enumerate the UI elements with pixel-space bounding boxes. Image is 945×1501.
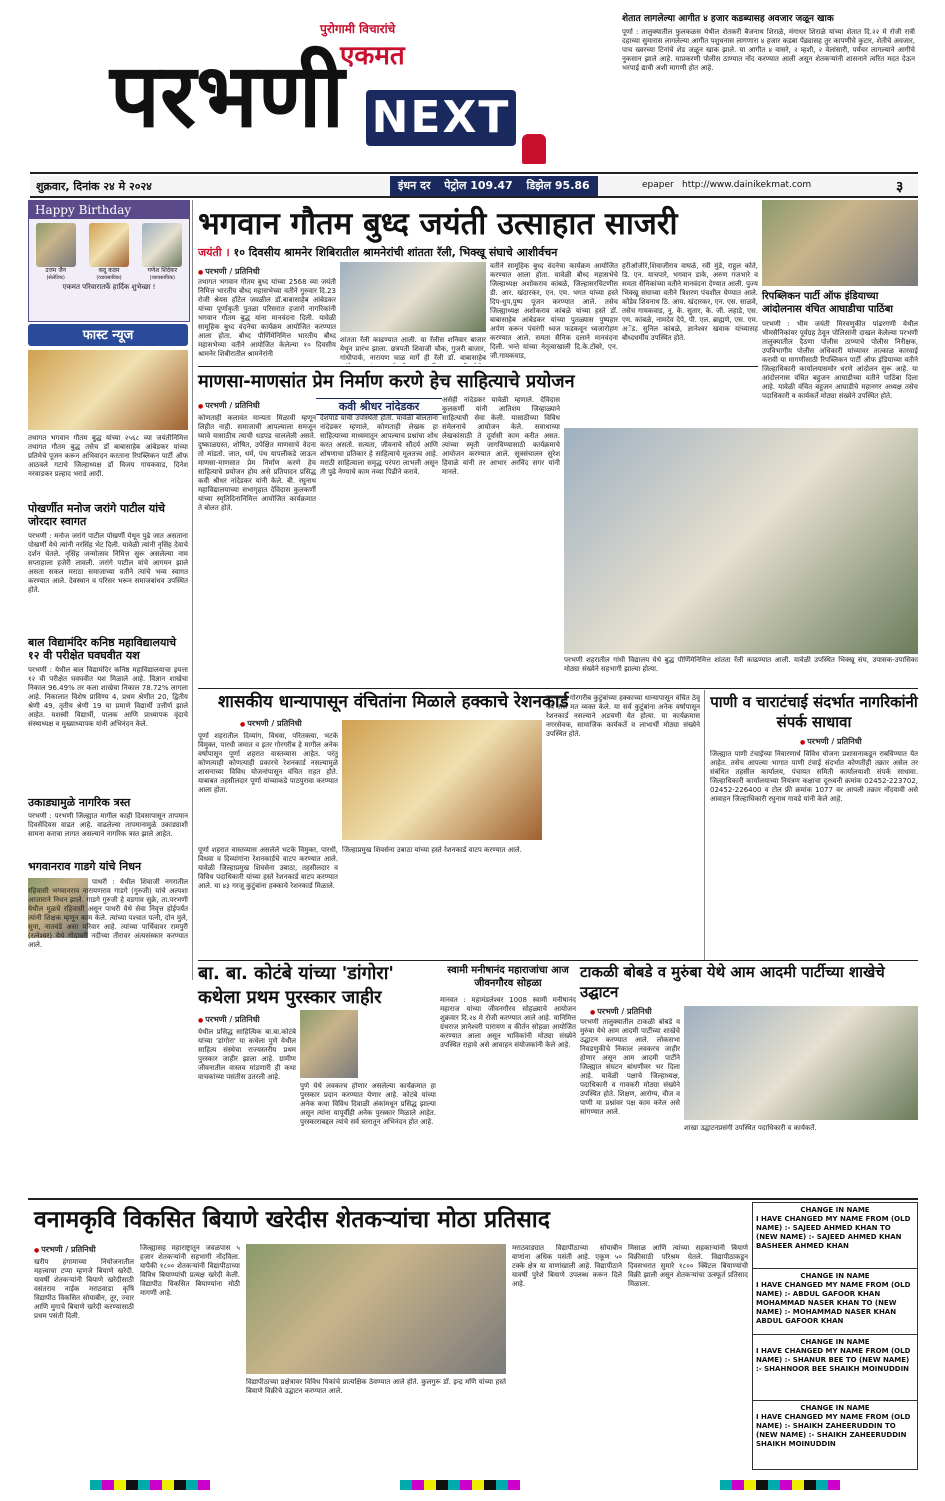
literature-quote: कवी श्रीधर नांदेडकर [316, 398, 442, 415]
literature-col-3: असेही नांदेडकर यावेळी म्हणाले. देविदास कुलकर्णी यांनी आतिशय जिव्हाळ्याने साहित्याची सेवा केली. यासाठीच्या विविध संमेलनाचे आयोजन केले. सवाधाच्या लेखकांसाठी ते दूर्वासी काम करीत असत. त्यांच्या स्मृती जागविण्यासाठी कार्यक्रमाचे आयोजन करण्यात आले. सूत्रसंचालन सुरेश हिवाळे यांनी तर आभार अरविंद सगर यांनी मानले. [442, 396, 560, 476]
masthead-tagline: पुरोगामी विचारांचे [320, 22, 396, 36]
notice-body: I HAVE CHANGED MY NAME FROM (OLD NAME) :- SAJEED AHMED KHAN TO (NEW NAME) :- SAJEED AHMED KHAN BASHEER AHMED KHAN [756, 1215, 911, 1250]
fast-news-header [28, 324, 188, 346]
notice-title: CHANGE IN NAME [800, 1404, 870, 1412]
lead-col-4: हरीओजीरे,शिवाजीराव वाघळे, रवी मुंडे, राहुल कोते, डि. एन. याचपारे, भगवान डाके, अरुण गजभारे व समता सैनिकांच्या वतीने मानवंदना देण्यात आली. पुज्य भिक्खू संघाच्या वतीने त्रिशरण पंचशील घेण्यात आले. कोंडेव शिवनाथ ठि. आय. खंदारकर, एन. एस. साळवे, तसेच गायकवाड, नू. के. सुतार, के. जी. लहाडे, एस. एम. कांबळे, नामदेव देपे, पी. एल. ब्राह्मणे, एस. एम. अॅड. सुनिल कांबळे, ज्ञानेश्वर खवाक यांच्यासह बौध्दधर्मीय उपस्थित होते. [622, 262, 758, 342]
diesel-rate: 95.86 [554, 179, 590, 192]
birthday-person [85, 223, 133, 281]
literature-byline: ● परभणी / प्रतिनिधी [198, 400, 260, 411]
registration-bar [0, 1478, 945, 1494]
lead-byline: ● परभणी / प्रतिनिधी [198, 266, 260, 277]
seeds-col-2: जिल्ह्यासह महाराष्ट्रातून जवळपास ५ हजार शेतकऱ्यांनी सहभागी नोंदविला. यापैकी १८०० शेतकऱ्यांनी विद्यापीठाच्या विविध बियाण्यांची प्रत्यक्ष खरेदी केली. विद्यापीठ विकसित बियाण्यांना मोठी मागणी आहे. [140, 1244, 240, 1297]
seeds-photo [246, 1244, 506, 1374]
petrol-rate: 109.47 [470, 179, 513, 192]
top-right-story [622, 14, 915, 170]
name-change-notice [752, 1268, 918, 1338]
petrol-label: पेट्रोल [444, 179, 467, 192]
notice-body: I HAVE CHANGED MY NAME FROM (OLD NAME) :- SHANUR BEE TO (NEW NAME) :- SHAHNOOR BEE SHAIKH MOINUDDIN [756, 1347, 911, 1373]
avatar [36, 223, 76, 267]
seeds-col-5: मिसाळ आणि त्यांच्या सहकाऱ्यांनी बियाणे विक्रीसाठी परिश्रम घेतले. विद्यापीठाकडून दिवसभरात सुमारे १८०० क्विंटल बियाण्यांची विक्री झाली असून शेतकऱ्यांचा उत्स्फूर्त प्रतिसाद मिळाला. [628, 1244, 748, 1288]
person-role: (सेलेटिक) [46, 275, 65, 281]
ration-photo [342, 720, 542, 840]
person-role: (व्यावसायिक) [149, 275, 175, 281]
lead-subheadline: १० दिवसीय श्रामनेर शिबिरातील श्रामनेरांची शांतता रॅली, भिक्खू संघाचे आशीर्वचन [233, 246, 558, 259]
person-name: कदू कदम [98, 267, 120, 274]
fast-news-item-1: तथागत भगवान गौतम बुद्ध यांच्या २५६८ व्या जयंतीनिमित्त तथागत गौतम बुद्ध तसेच डॉ बाबासाहेब आंबेडकर यांच्या प्रतिमेचे पूजन करून अभिवादन करताना रिपब्लिकन पार्टी ऑफ आठवले गटाचे जिल्हाध्यक्ष डॉ विजय गायकवाड, दिनेश नरवाडकर प्रल्हाद भराडे आदी. [28, 434, 188, 478]
water-byline: ● परभणी / प्रतिनिधी [800, 736, 862, 747]
city-title: परभणी [110, 44, 345, 147]
birthday-wish: एकमत परिवारातर्फे हार्दिक शुभेच्छा ! [62, 283, 156, 291]
lead-sub [198, 246, 758, 260]
fast-news-item-4: परभणी : परभणी जिल्ह्यात मागील काही दिवसापासून तापमान दिवसेंदिवस वाढत आहे. वाढलेल्या तापमानामुळे उकाड्याशी सामना करावा लागत असल्याने नागरिक त्रस्त झाले आहेत. [28, 812, 188, 838]
notice-body: I HAVE CHANGED MY NAME FROM (OLD NAME) :- SHAIKH ZAHEERUDDIN TO (NEW NAME) :- SHAIKH ZAHEERUDDIN SHAIKH MOINUDDIN [756, 1413, 911, 1448]
aap-photo [684, 1006, 918, 1120]
lead-headline: भगवान गौतम बुध्द जयंती उत्साहात साजरी [198, 206, 678, 242]
seeds-byline: ● परभणी / प्रतिनिधी [34, 1244, 96, 1255]
ration-col-1: पूर्णा शहरातील दिव्यांग, विधवा, परितक्त्या, भटके विमुक्त, पारधी जमात व इतर गोरगरीब हे मागील अनेक वर्षापासून पूर्णा शहरात वास्तव्यास आहेत. परंतु कोणत्याही कोणत्याही प्रकारचे रेशनकार्ड नसल्यामुळे शासनाच्या विविध योजनांपासून वंचित राहत होते. याबाबत तहसीलदार पूर्णा यांच्याकडे पाठपुरावा करण्यात आला होता. [198, 732, 338, 794]
lead-kicker: जयंती । [198, 246, 230, 259]
fast-news-title: फास्ट न्यूज [82, 328, 134, 343]
literature-col-1: कोणताही कलावंत मान्यता मिळावी म्हणून लिहीत नाही. समाजाची आपल्याला समजून घ्यावे यासाठीच त्याची धडपड चाललेली असते. दुष्काळग्रस्त, शोषित, उपेक्षित माणसाचे वेदना तो मांडतो. जात, धर्म, पंथ यापलीकडे जाऊन माणसा-माणसात प्रेम निर्माण करणे हेच साहित्याचे प्रयोजन होय असे प्रतिपादन प्रसिद्ध कवी श्रीधर नांदेडकर यांनी केले. बी. रघुनाथ महाविद्यालयाच्या सभागृहात देविदास कुलकर्णी यांच्या स्मृतिदिनानिमित्त आयोजित कार्यक्रमात ते बोलत होते. [198, 414, 316, 512]
fuel-rates [390, 176, 598, 196]
ration-col-2: पूर्णा शहरात वास्तव्यास असलेले भटके विमुक्त, पारधी, विधवा व दिव्यांगांना रेशनकार्डचे वाटप करण्यात आले. यावेळी जिल्हाप्रमुख शिवसेना उबाठा, तहसीलदार व विविध पदाधिकारी यांच्या हस्ते रेशनकार्ड वाटप करण्यात आले. या ४३ गरजू कुटुंबांना हक्काचे रेशनकार्ड मिळाले. [198, 846, 338, 890]
author-photo [300, 1010, 358, 1078]
fast-news-item-5: पाथरी : येथील शिवाजी नगरातील रहिवासी भगवानराव नारायणराव गाडगे (गुरुजी) यांचे अल्पशा आजाराने निधन झाले. गाडगे गुरुजी हे वडगाव सुक्रे, ता.परभणी येथील मूळचे रहिवासी असून पाथरी येथे सेवा निवृत्त होईपर्यंत त्यांनी शिक्षक म्हणून काम केले. त्यांच्या पश्चात पत्नी, दोन मुले, सुना, नातवंडे असा परिवार आहे. त्यांच्या पार्थिवावर रामपुरी (रत्नेश्वर) येथे गोदावरी नदीच्या तीरावर अंत्यसंस्कार करण्यात आले. [28, 878, 188, 949]
seeds-col-4: मराठवाड्यात विद्यापीठाच्या सोयाबीन वाणांना अधिक पसंती आहे. एकूण ५० टक्के क्षेत्र या वाणांखाली आहे. विद्यापीठाने यावर्षी पुरेशे बियाणे उपलब्ध करून दिले आहे. [512, 1244, 622, 1288]
name-change-notice [752, 1334, 918, 1404]
name-change-notice [752, 1202, 918, 1272]
next-text: NEXT [371, 92, 511, 143]
top-right-headline: शेतात लागलेल्या आगीत ४ हजार कडब्यासह अवजार जळून खाक [622, 14, 834, 24]
literature-headline: माणसा-माणसांत प्रेम निर्माण करणे हेच साहित्याचे प्रयोजन [198, 371, 575, 392]
fast-news-title-3: बाल विद्यामंदिर कनिष्ठ महाविद्यालयाचे १२ वी परीक्षेत घवघवीत यश [28, 636, 177, 662]
dangora-col-1: येथील प्रसिद्ध साहित्यिक बा.बा.कोटंबे यांच्या 'डांगोरा' या कथेला पुणे येथील साहित्य संस्थेचा राज्यस्तरीय प्रथम पुरस्कार जाहीर झाला आहे. ग्रामीण जीवनातील वास्तव मांडणारी ही कथा वाचकांच्या पसंतीस उतरली आहे. [198, 1028, 296, 1081]
swami-body: मानवत : महामंडलेश्वर 1008 स्वामी मनीषानंद महाराज यांच्या जीवनगौरव सोहळ्याचे आयोजन शुक्रवार दि.२४ मे रोजी करण्यात आले आहे. यानिमित्त ग्रंथराज ज्ञानेश्वरी पारायण व कीर्तन सोहळा आयोजित करण्यात आला असून भाविकांनी मोठ्या संख्येने उपस्थित राहावे असे आवाहन संयोजकांनी केले आहे. [440, 996, 576, 1049]
epaper-label: epaper [642, 180, 674, 190]
fast-news-item-2: परभणी : मनोज जरांगे पाटील पोखर्णी येथून पुढे जात असताना पोखर्णी येथे त्यांनी नरसिंह भेट दिली. यावेळी त्यांनी नृसिंह देवाचे दर्शन घेतले. नृसिंह जन्मोत्सव निमित्त सुरू असलेल्या नाम सप्ताहाला हजेरी लावली. जरांगे पाटील यांचे आगमन झाले असता सकल मराठा समाजाच्या वतीने त्यांचे भव्य स्वागत करण्यात आले. देवस्थान व परिसर भरून समाजबांधव उपस्थित होते. [28, 532, 188, 594]
fuel-nozzle-icon [522, 134, 546, 164]
masthead [30, 14, 620, 174]
birthday-box [28, 200, 190, 322]
ration-col-3: सरकारने गोरगरीब कुटुंबांच्या हक्काच्या धान्यापासून वंचित ठेवू नये असे मत व्यक्त केले. या सर्व कुटुंबांना अनेक वर्षापासून रेशनकार्ड नसल्याने अडचणी येत होत्या. या कार्यक्रमास नगरसेवक, सामाजिक कार्यकर्ते व लाभार्थी मोठ्या संख्येने उपस्थित होते. [546, 694, 700, 738]
avatar [89, 223, 129, 267]
aap-byline: ● परभणी / प्रतिनिधी [590, 1006, 652, 1017]
notice-title: CHANGE IN NAME [800, 1206, 870, 1214]
aap-body: परभणी तालुक्यातील टाकळी बोबडे व मुरुंबा येथे आम आदमी पार्टीच्या शाखेचे उद्घाटन करण्यात आले. लोकसभा निवडणुकीचे निकाल लवकरच जाहीर होणार असून आम आदमी पार्टीने जिल्ह्यात संघटन बांधणीवर भर दिला आहे. यावेळी पक्षाचे जिल्हाध्यक्ष, पदाधिकारी व गावकरी मोठ्या संख्येने उपस्थित होते. शिक्षण, आरोग्य, वीज व पाणी या प्रश्नांवर पक्ष काम करेल असे सांगण्यात आले. [580, 1018, 680, 1116]
person-name: उत्तम जैन [45, 267, 67, 274]
rally-photo [564, 428, 918, 654]
fast-news-title-4: उकाड्यामुळे नागरिक त्रस्त [28, 796, 131, 809]
lead-col-3: वतीने सामूहिक बुध्द वंदनेचा कार्यक्रम आयोजित करण्यात आला होता. यावेळी बौध्द महासभेचे जिल्हाध्यक्ष अशोकराव कांबळे, जिल्हासरचिटणीस डी. आर. खंदारकर, एन. एम. भगत यांच्या हस्ते दिप-धुप,पुष्प पूजन करण्यात आले. तसेच जिल्ह्याध्यक्ष अशोकराव कांबळे यांच्या हस्ते डॉ. बाबासाहेब आंबेडकर यांच्या पुतळ्यास पुष्पहार अर्पण करून पंचरंगी ध्वज फडकवून ध्वजारोहण करण्यात आले. समता सैनिक दलाने मानवंदना दिली. भन्ते यांच्या नेतृत्वाखाली दि.के.टोंबरे, एन. जी.गायकवाड, [490, 262, 618, 360]
rpi-headline: रिपब्लिकन पार्टी ऑफ इंडियाच्या आंदोलनास वंचित आघाडीचा पाठिंबा [762, 291, 894, 315]
lead-col-2: शांतता रॅली काढण्यात आली. या रॅलीस शनिवार बाजार येथून प्रारंभ झाला. छत्रपती शिवाजी चौक, गुजरी बाजार, गांधीपार्क, नारायण चाळ मार्गे ही रॅली डॉ. बाबासाहेब [340, 336, 486, 362]
birthday-title: Happy Birthday [29, 201, 189, 219]
next-logo [366, 90, 516, 146]
person-name: गणेश शिंदेकर [147, 267, 178, 274]
epaper-link[interactable]: http://www.dainikekmat.com [682, 180, 812, 190]
avatar [142, 223, 182, 267]
fast-news-title-5: भगवानराव गाडगे यांचे निधन [28, 860, 142, 873]
fast-news-title-2: पोखर्णीत मनोज जरांगे पाटील यांचे जोरदार स्वागत [28, 502, 166, 528]
rpi-body: परभणी : भीम जयंती मिरवणुकीत पांढरगणी येथील भीमसैनिकांवर पूर्वग्रह ठेवून पोलिसांनी दाखल केलेल्या परभणी तालुक्यातील दैठणा पोलीस ठाण्याचे पोलीस निरीक्षक, उपविभागीय पोलीस अधिकारी यांच्यावर तात्काळ कारवाई करावी या मागणीसाठी रिपब्लिकन पार्टी ऑफ इंडियाच्या वतीने जिल्हाधिकारी कार्यालयासमोर धरणे आंदोलन सुरू आहे. या आंदोलनास वंचित बहुजन आघाडीच्या वतीने पाठिंबा दिला आहे. यावेळी वंचित बहुजन आघाडीचे महानगर अध्यक्ष तसेच पदाधिकारी व कार्यकर्ते मोठ्या संख्येने उपस्थित होते. [762, 320, 918, 400]
ration-headline: शासकीय धान्यापासून वंचितांना मिळाले हक्काचे रेशनकार्ड [218, 692, 569, 712]
date-bar [30, 176, 918, 198]
diesel-label: डिझेल [526, 179, 552, 192]
ration-caption: जिल्हाप्रमुख शिवसेना उबाठा यांच्या हस्ते रेशनकार्ड वाटप करण्यात आले. [342, 846, 522, 854]
birthday-person [138, 223, 186, 281]
swami-headline: स्वामी मनीषानंद महाराजांचा आज जीवनगौरव सोहळा [447, 965, 569, 989]
name-change-notice [752, 1400, 918, 1470]
dangora-byline: ● परभणी / प्रतिनिधी [198, 1014, 260, 1025]
seeds-headline: वनामकृवि विकसित बियाणे खरेदीस शेतकऱ्यांचा मोठा प्रतिसाद [34, 1207, 550, 1233]
top-right-body: पूर्णा : तालुक्यातील फुलकळस येथील शेतकरी बैजनाथ शिराळे, मंगाधर शिराळे यांच्या शेतात दि.२२ मे रोजी रात्री दहाच्या सुमारास लागलेल्या आगीत पशुधनास लागणारा ४ हजार कडबा पेंढ्यासह तुर कापणीचे कुटार, शेतीचे अवजार, पाच ख्वरच्या टिनांचे शेड जळून खाक झाले. या आगीत ४ वासरे, २ म्हशी, २ वेलांसारी, पर्यंचर लागल्याने आगीचे नुकसान झाले आहे. याप्रकरणी पोलीस ठाण्यात नोंद करण्यात आली असून शेतकऱ्यांनी शासनाने त्वरित मदत देऊन भरपाई द्यावी अशी मागणी होत आहे. [622, 28, 915, 72]
literature-col-2: देशपांडे यांची उपस्थिती होती. यावेळी बोलताना नांदेडकर म्हणाले, कोणताही लेखक हा साहित्याच्या माध्यमातून आपल्याच प्रश्नांचा शोध करत असतो. सत्यता, जीवनाचे सौंदर्य आणि शोषणाचा प्रतिकार हे साहित्याचे मूलतत्त्व आहे. मराठी साहित्याला समृद्ध परंपरा लाभली असून ती पुढे नेण्याचे काम नव्या पिढीने करावे. [320, 414, 438, 476]
water-body: जिल्ह्यात पाणी टंचाईच्या निवारणार्थ विविध योजना प्रशासनाकडून राबविण्यात येत आहेत. तसेच आपल्या भागात पाणी टंचाई संदर्भात कोणतीही तक्रार असेल तर संबंधित तहसील कार्यालय, पंचायत समिती कार्यालयाशी संपर्क साधावा. जिल्हाधिकारी कार्यालयाच्या नियंत्रण कक्षाचा दूरध्वनी क्रमांक 02452-223702, 02452-226400 व टोल फ्री क्रमांक 1077 वर आपली तक्रार नोंदवावी असे आवाहन जिल्हाधिकारी रघुनाथ गावडे यांनी केले आहे. [710, 750, 918, 803]
dangora-col-2: पुणे येथे लवकरच होणार असलेल्या कार्यक्रमात हा पुरस्कार प्रदान करण्यात येणार आहे. कोटंबे यांच्या अनेक कथा विविध दिवाळी अंकांमधून प्रसिद्ध झाल्या असून त्यांना यापूर्वीही अनेक पुरस्कार मिळाले आहेत. पुरस्काराबद्दल त्यांचे सर्व स्तरातून अभिनंदन होत आहे. [300, 1082, 436, 1126]
person-role: (व्यावसायिक) [96, 275, 122, 281]
fuel-label: इंधन दर [398, 179, 431, 192]
water-headline: पाणी व चाराटंचाई संदर्भात नागरिकांनी संपर्क साधावा [710, 693, 918, 731]
fast-news-photo [28, 350, 188, 430]
rally-caption: परभणी शहरातील गांधी विद्यालय येथे बुद्ध पौर्णिमेनिमित्त शांतता रॅली काढण्यात आली. यावेळी उपस्थित भिक्खू संघ, उपासक-उपासिका मोठ्या संख्येने सहभागी झाल्या होत्या. [564, 656, 918, 673]
lead-col-1: तथागत भगवान गौतम बुध्द यांच्या 2568 व्या जयंती निमित्त भारतीय बौध्द महासभेच्या वतीने गुरुवार दि.23 रोजी श्रेयस हॉटेल जवळील डॉ.बाबासाहेब आंबेडकर यांच्या पूर्णाकृती पुतळा परिसरात हजारो नागरिकांनी भगवान गौतम बुद्ध यांना मानवंदना दिली. यावेळी सामूहिक बुध्द वंदनेचा कार्यक्रम आयोजित करण्यात आला होता. बौध्द पौर्णिमेनिमित्त भारतीय बौध्द महासभेच्या वतीने आयोजित केलेल्या १० दिवसीय श्रामनेर शिबीरातील श्रामनेरांनी [198, 278, 336, 358]
aap-caption: शाखा उद्घाटनप्रसंगी उपस्थित पदाधिकारी व कार्यकर्ते. [684, 1124, 817, 1132]
lead-photo [340, 262, 486, 332]
notice-body: I HAVE CHANGED MY NAME FROM (OLD NAME) :- ABDUL GAFOOR KHAN MOHAMMAD NASER KHAN TO (NEW NAME) :- MOHAMMAD NASER KHAN ABDUL GAFOOR KHAN [756, 1281, 911, 1325]
ration-byline: ● परभणी / प्रतिनिधी [240, 718, 302, 729]
aap-headline: टाकळी बोबडे व मुरुंबा येथे आम आदमी पार्टीच्या शाखेचे उद्घाटन [580, 963, 885, 1001]
birthday-person [32, 223, 80, 281]
seeds-col-3: विद्यापीठाच्या प्रक्षेत्रावर विविध पिकांचे प्रात्यक्षिक ठेवण्यात आले होते. कुलगुरू डॉ. इन्द्र मणि यांच्या हस्ते बियाणे विक्रीचे उद्घाटन करण्यात आले. [246, 1378, 506, 1395]
fast-news-item-3: परभणी : येथील बाल विद्यामंदिर कनिष्ठ महाविद्यालयाचा इयत्ता १२ वी परीक्षेत घवघवीत यश मिळाले आहे. विज्ञान शाखेचा निकाल 96.49% तर कला शाखेचा निकाल 78.72% लागला आहे. निकालात विशेष प्राविण्य 4, प्रथम श्रेणीत 20, द्वितीय श्रेणी 49, तृतीय श्रेणी 19 या प्रमाणे विद्यार्थी उत्तीर्ण झाले आहेत. यशस्वी विद्यार्थी, पालक आणि प्राध्यापक वृंदाचे संस्थाध्यक्ष व मुख्याध्यापक यांनी अभिनंदन केले. [28, 666, 188, 728]
notice-title: CHANGE IN NAME [800, 1272, 870, 1280]
issue-date: शुक्रवार, दिनांक २४ मे २०२४ [36, 180, 152, 193]
brand-logo: एकमत [340, 41, 405, 71]
page-number: ३ [896, 179, 904, 195]
seeds-col-1: खरीप हंगामाच्या नियोजनातील महत्त्वाचा टप्पा म्हणजे बियाणे खरेदी. यावर्षी शेतकऱ्यांनी बियाणे खरेदीसाठी वसंतराव नाईक मराठवाडा कृषि विद्यापीठ विकसित सोयाबीन, तूर, ज्वार आणि मुगाचे बियाणे खरेदी करण्यासाठी प्रथम पसंती दिली. [34, 1258, 134, 1320]
dangora-headline: बा. बा. कोटंबे यांच्या 'डांगोरा' कथेला प्रथम पुरस्कार जाहीर [198, 963, 394, 1008]
notice-title: CHANGE IN NAME [800, 1338, 870, 1346]
rpi-photo [762, 200, 918, 286]
